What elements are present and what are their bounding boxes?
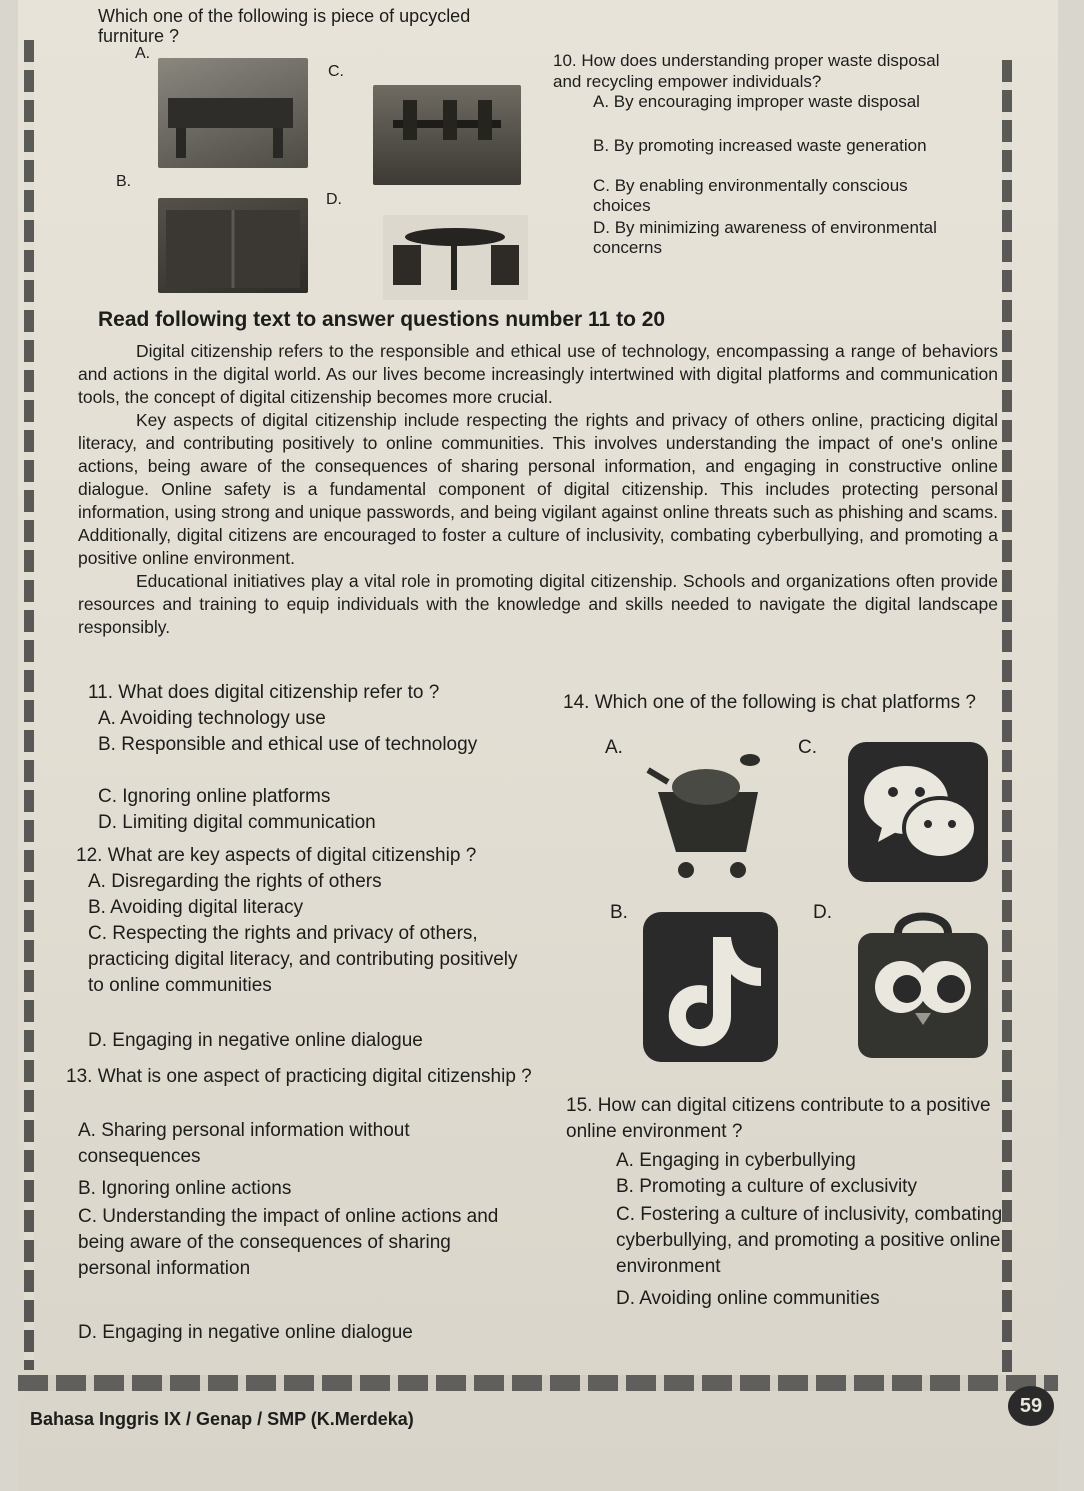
q14-option-a[interactable] <box>638 752 778 882</box>
q14-label-a: A. <box>605 737 623 758</box>
shopping-cart-icon <box>638 752 778 882</box>
question-9-text: Which one of the following is piece of upcycled furniture ? <box>98 6 471 46</box>
q14-option-c[interactable] <box>848 742 988 882</box>
footer-border-decoration <box>18 1375 1058 1391</box>
question-14-text: 14. Which one of the following is chat platforms ? <box>563 692 976 713</box>
q9-image-d <box>383 215 528 300</box>
question-13-text: 13. What is one aspect of practicing digital citizenship ? <box>66 1066 532 1087</box>
q10-option-b[interactable]: B. By promoting increased waste generation <box>593 136 927 155</box>
workbook-page <box>18 0 1058 1491</box>
reading-passage <box>78 340 998 639</box>
q9-label-c: C. <box>328 63 344 80</box>
reading-heading: Read following text to answer questions number 11 to 20 <box>98 308 666 331</box>
q15-option-a[interactable]: A. Engaging in cyberbullying <box>616 1150 856 1171</box>
q14-option-d[interactable] <box>853 905 993 1060</box>
q11-option-d[interactable]: D. Limiting digital communication <box>98 812 376 833</box>
q15-option-c[interactable]: C. Fostering a culture of inclusivity, combating cyberbullying, and promoting a positive online environment <box>616 1204 1003 1277</box>
q13-option-c[interactable]: C. Understanding the impact of online actions and being aware of the consequences of sharing personal information <box>78 1206 499 1279</box>
q10-option-d[interactable]: D. By minimizing awareness of environmental concerns <box>593 218 937 257</box>
q9-image-a <box>158 58 308 168</box>
q9-image-c <box>373 85 521 185</box>
question-10-text: 10. How does understanding proper waste disposal and recycling empower individuals? <box>553 51 940 91</box>
q14-option-b[interactable] <box>643 912 778 1062</box>
tiktok-icon <box>643 912 778 1062</box>
dining-table-icon <box>373 85 521 185</box>
q15-option-d[interactable]: D. Avoiding online communities <box>616 1288 880 1309</box>
book-footer: Bahasa Inggris IX / Genap / SMP (K.Merdeka) <box>30 1409 414 1429</box>
q14-label-c: C. <box>798 737 817 758</box>
q12-option-d[interactable]: D. Engaging in negative online dialogue <box>88 1030 423 1051</box>
question-11-text: 11. What does digital citizenship refer to ? <box>88 682 440 703</box>
q11-option-b[interactable]: B. Responsible and ethical use of technology <box>98 734 478 755</box>
question-15-text: 15. How can digital citizens contribute to a positive online environment ? <box>566 1095 991 1142</box>
q13-option-a[interactable]: A. Sharing personal information without consequences <box>78 1120 410 1167</box>
passage-paragraph-2: Key aspects of digital citizenship include respecting the rights and privacy of others online, practicing digital literacy, and contributing positively to online communities. This involves understanding the impact of one's online actions, being aware of the consequences of sharing personal information, and engaging in constructive online dialogue. Online safety is a fundamental component of digital citizenship. This includes protecting personal information, using strong and unique passwords, and being vigilant against online threats such as phishing and scams. Additionally, digital citizens are encouraged to foster a culture of inclusivity, combating cyberbullying, and promoting a positive online environment. <box>78 410 998 568</box>
q9-image-b <box>158 198 308 293</box>
q9-label-b: B. <box>116 173 132 190</box>
q14-label-d: D. <box>813 902 832 923</box>
rustic-cabinet-icon <box>158 198 308 293</box>
wechat-icon <box>848 742 988 882</box>
q13-option-b[interactable]: B. Ignoring online actions <box>78 1178 292 1199</box>
left-border-decoration <box>24 40 34 1370</box>
q9-label-d: D. <box>326 191 342 208</box>
q12-option-b[interactable]: B. Avoiding digital literacy <box>88 897 304 918</box>
q12-option-a[interactable]: A. Disregarding the rights of others <box>88 871 382 892</box>
tokopedia-icon <box>853 905 993 1060</box>
page-number: 59 <box>1008 1386 1054 1426</box>
q9-label-a: A. <box>135 45 151 62</box>
q12-option-c[interactable]: C. Respecting the rights and privacy of others, practicing digital literacy, and contributing positively to online communities <box>88 923 518 996</box>
question-12-text: 12. What are key aspects of digital citizenship ? <box>76 845 477 866</box>
q10-option-a[interactable]: A. By encouraging improper waste disposal <box>593 92 920 111</box>
passage-paragraph-3: Educational initiatives play a vital role in promoting digital citizenship. Schools and organizations often provide resources and training to equip individuals with the knowledge and skills needed to navigate the digital landscape responsibly. <box>78 571 998 637</box>
q11-option-c[interactable]: C. Ignoring online platforms <box>98 786 331 807</box>
q10-option-c[interactable]: C. By enabling environmentally conscious choices <box>593 176 908 215</box>
furniture-photo-icon <box>158 58 308 168</box>
passage-paragraph-1: Digital citizenship refers to the responsible and ethical use of technology, encompassing a range of behaviors and actions in the digital world. As our lives become increasingly intertwined with digital platforms and communication tools, the concept of digital citizenship becomes more crucial. <box>78 341 998 407</box>
q13-option-d[interactable]: D. Engaging in negative online dialogue <box>78 1322 413 1343</box>
q14-label-b: B. <box>610 902 628 923</box>
patio-set-icon <box>383 215 528 300</box>
question-9 <box>98 6 528 46</box>
q11-option-a[interactable]: A. Avoiding technology use <box>98 708 326 729</box>
q15-option-b[interactable]: B. Promoting a culture of exclusivity <box>616 1176 917 1197</box>
